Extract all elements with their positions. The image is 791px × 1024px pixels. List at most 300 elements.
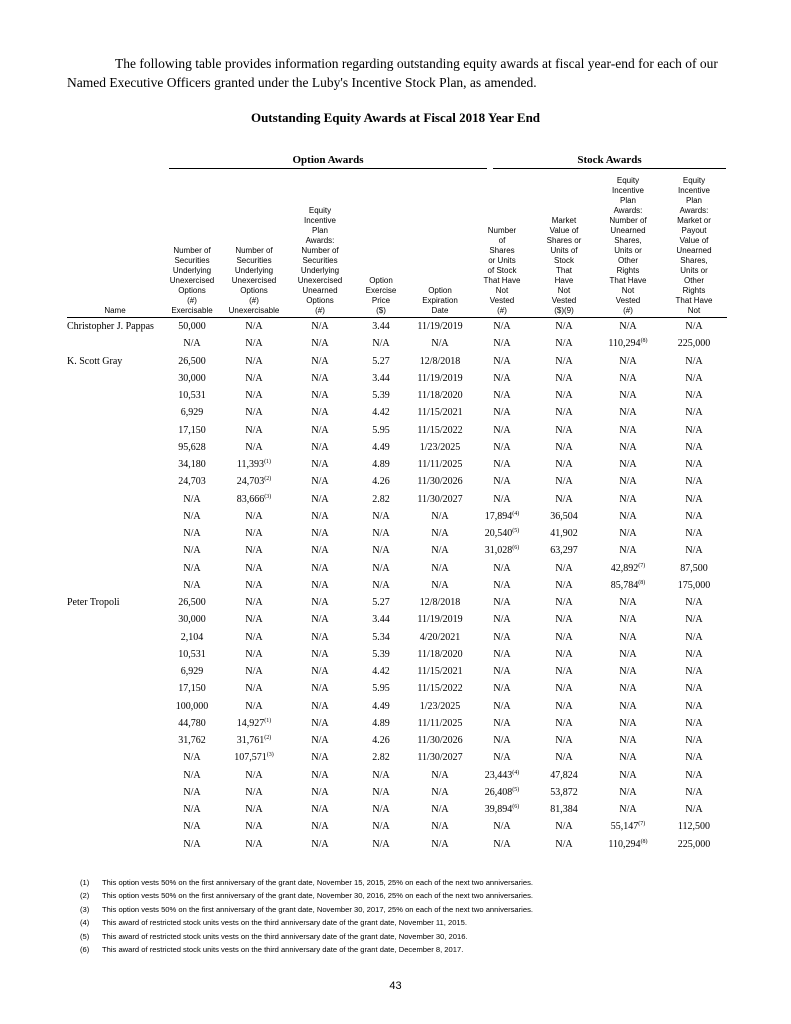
table-cell (163, 370, 221, 387)
cell-value: 4.49 (372, 441, 390, 453)
table-cell (471, 473, 533, 490)
table-cell (287, 370, 353, 387)
table-cell (661, 663, 727, 680)
cell-value: N/A (619, 459, 637, 471)
table-cell (661, 836, 727, 853)
cell-value: 23,443 (484, 769, 513, 781)
cell-name (67, 698, 163, 715)
table-cell (287, 629, 353, 646)
cell-name (67, 784, 163, 801)
cell-value: 31,761 (236, 735, 265, 747)
table-cell (471, 680, 533, 697)
table-cell (353, 784, 409, 801)
cell-value: 5.39 (372, 648, 390, 660)
cell-value: N/A (619, 735, 637, 747)
table-cell (221, 732, 287, 749)
table-cell (471, 629, 533, 646)
table-cell (533, 335, 595, 352)
footnote-marker: (5) (512, 786, 520, 793)
cell-name (67, 767, 163, 784)
table-row (67, 646, 727, 663)
col-header-unearned-options: Equity Incentive Plan Awards: Number of Securities Underlying Unexercised Unearned Options (#) (287, 172, 353, 318)
table-cell (221, 525, 287, 542)
table-cell (533, 646, 595, 663)
cell-value: N/A (619, 717, 637, 729)
cell-name (67, 836, 163, 853)
cell-value: 24,703 (236, 476, 265, 488)
table-cell (595, 594, 661, 611)
table-cell (221, 404, 287, 421)
table-cell (353, 491, 409, 508)
table-cell (353, 387, 409, 404)
cell-value: N/A (555, 338, 573, 350)
cell-value: N/A (493, 579, 511, 591)
footnote-item (80, 903, 740, 916)
table-cell (661, 698, 727, 715)
table-cell (471, 663, 533, 680)
table-cell (287, 318, 353, 336)
cell-value: K. Scott Gray (67, 355, 123, 367)
table-cell (287, 594, 353, 611)
table-cell (409, 508, 471, 525)
table-cell (661, 542, 727, 559)
table-row (67, 801, 727, 818)
cell-value: 44,780 (178, 717, 206, 729)
table-cell (409, 370, 471, 387)
table-cell (471, 560, 533, 577)
table-cell (353, 318, 409, 336)
cell-value: N/A (431, 528, 449, 540)
footnote-marker: (5) (512, 528, 520, 535)
cell-value: 31,762 (178, 735, 206, 747)
cell-value: N/A (619, 683, 637, 695)
cell-value: N/A (685, 786, 703, 798)
cell-value: 10,531 (178, 648, 206, 660)
cell-name (67, 404, 163, 421)
table-cell (595, 801, 661, 818)
table-cell (353, 749, 409, 766)
cell-value: N/A (685, 735, 703, 747)
cell-value: 175,000 (677, 579, 711, 591)
table-cell (353, 680, 409, 697)
table-cell (533, 767, 595, 784)
cell-value: 50,000 (178, 321, 206, 333)
table-cell (595, 439, 661, 456)
cell-value: N/A (685, 321, 703, 333)
footnote-marker: (2) (264, 735, 272, 742)
table-cell (471, 387, 533, 404)
table-row (67, 680, 727, 697)
table-cell (353, 663, 409, 680)
cell-name (67, 335, 163, 352)
cell-value: 5.95 (372, 683, 390, 695)
footnote-marker: (6) (512, 804, 520, 811)
table-cell (287, 836, 353, 853)
table-cell (409, 715, 471, 732)
footnote-marker: (3) (266, 752, 274, 759)
cell-value: 5.95 (372, 424, 390, 436)
col-header-name: Name (67, 172, 163, 318)
table-cell (353, 335, 409, 352)
cell-value: 4.26 (372, 735, 390, 747)
cell-value: N/A (311, 752, 329, 764)
table-cell (595, 715, 661, 732)
cell-value: N/A (245, 838, 263, 850)
cell-value: N/A (311, 717, 329, 729)
table-cell (661, 491, 727, 508)
footnote-marker: (7) (638, 821, 646, 828)
cell-value: N/A (555, 372, 573, 384)
cell-value: N/A (311, 407, 329, 419)
cell-value: 81,384 (550, 804, 578, 816)
table-cell (163, 836, 221, 853)
cell-value: N/A (311, 372, 329, 384)
col-header-expiration-date: Option Expiration Date (409, 172, 471, 318)
cell-value: N/A (555, 631, 573, 643)
cell-value: N/A (372, 838, 390, 850)
table-cell (163, 422, 221, 439)
cell-value: 5.34 (372, 631, 390, 643)
table-cell (353, 646, 409, 663)
table-cell (287, 698, 353, 715)
table-row (67, 422, 727, 439)
cell-name (67, 629, 163, 646)
table-row (67, 370, 727, 387)
cell-value: 12/8/2018 (419, 355, 461, 367)
table-cell (221, 594, 287, 611)
table-cell (409, 422, 471, 439)
cell-value: N/A (311, 735, 329, 747)
cell-value: N/A (245, 666, 263, 678)
cell-value: N/A (311, 545, 329, 557)
cell-value: N/A (685, 597, 703, 609)
cell-value: N/A (685, 441, 703, 453)
table-cell (163, 318, 221, 336)
table-row (67, 611, 727, 628)
cell-value: N/A (493, 424, 511, 436)
table-row (67, 732, 727, 749)
cell-value: N/A (183, 562, 201, 574)
table-cell (353, 370, 409, 387)
cell-value: N/A (493, 614, 511, 626)
table-cell (287, 508, 353, 525)
cell-value: N/A (493, 648, 511, 660)
table-cell (221, 542, 287, 559)
footnote-text: This award of restricted stock units vests on the third anniversary date of the grant date, November 11, 2015. (102, 918, 467, 928)
footnote-text: This option vests 50% on the first anniversary of the grant date, November 30, 2016, 25% on each of the next two anniversaries. (102, 891, 533, 901)
cell-value: N/A (555, 390, 573, 402)
cell-value: 26,408 (484, 786, 513, 798)
cell-value: N/A (685, 355, 703, 367)
cell-value: N/A (555, 407, 573, 419)
cell-value: N/A (685, 717, 703, 729)
cell-value: 2.82 (372, 493, 390, 505)
cell-name (67, 680, 163, 697)
cell-value: N/A (493, 752, 511, 764)
cell-value: 53,872 (550, 786, 578, 798)
cell-value: N/A (431, 562, 449, 574)
table-cell (221, 646, 287, 663)
cell-value: N/A (311, 769, 329, 781)
cell-value: N/A (311, 631, 329, 643)
table-cell (409, 629, 471, 646)
table-row (67, 542, 727, 559)
cell-value: N/A (555, 493, 573, 505)
table-cell (595, 318, 661, 336)
table-cell (163, 353, 221, 370)
cell-value: N/A (431, 338, 449, 350)
table-cell (471, 749, 533, 766)
cell-value: N/A (311, 838, 329, 850)
table-cell (287, 560, 353, 577)
table-cell (595, 629, 661, 646)
table-cell (595, 353, 661, 370)
cell-value: 4.89 (372, 717, 390, 729)
cell-value: N/A (245, 821, 263, 833)
table-row (67, 473, 727, 490)
table-cell (533, 749, 595, 766)
table-cell (661, 801, 727, 818)
table-cell (533, 387, 595, 404)
cell-value: N/A (555, 752, 573, 764)
cell-value: 4.49 (372, 700, 390, 712)
table-cell (595, 680, 661, 697)
table-cell (661, 439, 727, 456)
cell-value: N/A (493, 683, 511, 695)
cell-value: N/A (555, 735, 573, 747)
cell-value: N/A (555, 459, 573, 471)
table-cell (661, 646, 727, 663)
cell-value: N/A (245, 614, 263, 626)
cell-value: N/A (183, 786, 201, 798)
cell-name (67, 646, 163, 663)
cell-value: N/A (685, 752, 703, 764)
table-row (67, 491, 727, 508)
footnote-marker: (6) (512, 545, 520, 552)
cell-value: N/A (555, 597, 573, 609)
cell-value: 36,504 (550, 510, 578, 522)
cell-value: N/A (431, 786, 449, 798)
table-cell (163, 732, 221, 749)
table-cell (287, 732, 353, 749)
cell-value: N/A (311, 786, 329, 798)
cell-value: N/A (183, 510, 201, 522)
cell-value: 3.44 (372, 321, 390, 333)
page-number: 43 (389, 980, 402, 992)
cell-value: N/A (619, 786, 637, 798)
cell-value: 11/30/2027 (417, 493, 463, 505)
cell-value: N/A (372, 579, 390, 591)
cell-value: N/A (619, 372, 637, 384)
col-header-payout-value: Equity Incentive Plan Awards: Market or Payout Value of Unearned Shares, Units or Other Rights That Have Not (661, 172, 727, 318)
cell-value: 34,180 (178, 459, 206, 471)
table-cell (533, 491, 595, 508)
table-cell (409, 663, 471, 680)
table-cell (595, 491, 661, 508)
cell-value: 30,000 (178, 614, 206, 626)
table-cell (471, 698, 533, 715)
cell-value: N/A (311, 597, 329, 609)
footnote-item (80, 876, 740, 889)
table-row (67, 698, 727, 715)
stock-awards-header: Stock Awards (493, 154, 726, 169)
table-cell (353, 508, 409, 525)
cell-value: N/A (245, 407, 263, 419)
table-cell (287, 749, 353, 766)
table-cell (287, 801, 353, 818)
table-cell (163, 680, 221, 697)
table-cell (163, 473, 221, 490)
cell-value: N/A (183, 338, 201, 350)
cell-value: N/A (311, 493, 329, 505)
footnote-text: This award of restricted stock units vests on the third anniversary date of the grant date, November 30, 2016. (102, 931, 468, 941)
cell-value: 47,824 (550, 769, 578, 781)
cell-value: N/A (619, 476, 637, 488)
cell-value: N/A (619, 648, 637, 660)
cell-value: 11/18/2020 (417, 648, 463, 660)
table-cell (471, 491, 533, 508)
table-cell (595, 456, 661, 473)
cell-value: N/A (431, 510, 449, 522)
table-cell (221, 473, 287, 490)
table-title: Outstanding Equity Awards at Fiscal 2018 Year End (250, 110, 541, 125)
table-cell (287, 680, 353, 697)
cell-value: N/A (685, 666, 703, 678)
footnote-marker: (4) (512, 510, 520, 517)
table-cell (409, 542, 471, 559)
table-cell (661, 473, 727, 490)
cell-value: 225,000 (677, 838, 711, 850)
table-cell (353, 818, 409, 835)
table-cell (409, 836, 471, 853)
cell-value: 63,297 (550, 545, 578, 557)
table-cell (409, 353, 471, 370)
cell-value: 4.26 (372, 476, 390, 488)
cell-value: 11,393 (236, 459, 265, 471)
cell-name (67, 370, 163, 387)
cell-value: N/A (619, 700, 637, 712)
col-header-shares-not-vested: Number of Shares or Units of Stock That Have Not Vested (#) (471, 172, 533, 318)
table-cell (595, 732, 661, 749)
table-cell (471, 456, 533, 473)
table-cell (661, 680, 727, 697)
table-row (67, 525, 727, 542)
table-cell (661, 318, 727, 336)
cell-name (67, 542, 163, 559)
table-cell (221, 629, 287, 646)
footnote-marker: (8) (638, 579, 646, 586)
table-cell (661, 370, 727, 387)
cell-value: N/A (183, 493, 201, 505)
table-cell (163, 646, 221, 663)
cell-value: N/A (183, 804, 201, 816)
table-cell (287, 577, 353, 594)
intro-paragraph: The following table provides information regarding outstanding equity awards at fiscal year-end for each of our Named Executive Officers granted under the Luby's Incentive Stock Plan, as amended. (67, 56, 718, 90)
table-cell (409, 749, 471, 766)
table-cell (287, 404, 353, 421)
cell-value: N/A (245, 390, 263, 402)
table-cell (409, 577, 471, 594)
cell-value: N/A (245, 804, 263, 816)
table-cell (353, 767, 409, 784)
cell-value: N/A (245, 321, 263, 333)
cell-value: 26,500 (178, 597, 206, 609)
cell-value: 1/23/2025 (419, 700, 461, 712)
table-cell (471, 836, 533, 853)
cell-value: 14,927 (236, 717, 265, 729)
cell-value: N/A (372, 821, 390, 833)
cell-value: N/A (183, 528, 201, 540)
table-cell (409, 387, 471, 404)
table-cell (409, 818, 471, 835)
cell-value: N/A (493, 700, 511, 712)
cell-value: N/A (555, 648, 573, 660)
cell-value: N/A (685, 528, 703, 540)
table-cell (595, 387, 661, 404)
cell-value: 12/8/2018 (419, 597, 461, 609)
cell-value: N/A (555, 579, 573, 591)
table-cell (221, 767, 287, 784)
cell-value: N/A (183, 545, 201, 557)
cell-value: N/A (619, 752, 637, 764)
table-cell (287, 663, 353, 680)
cell-value: N/A (311, 683, 329, 695)
cell-value: 11/19/2019 (417, 614, 463, 626)
footnote-number: (6) (80, 945, 90, 955)
table-row (67, 749, 727, 766)
cell-value: N/A (555, 562, 573, 574)
table-cell (163, 767, 221, 784)
table-cell (409, 335, 471, 352)
table-row (67, 318, 727, 336)
table-cell (595, 542, 661, 559)
cell-value: 11/19/2019 (417, 372, 463, 384)
table-cell (595, 836, 661, 853)
cell-value: 110,294 (608, 338, 641, 350)
table-cell (661, 422, 727, 439)
cell-value: 39,894 (484, 804, 513, 816)
table-cell (533, 404, 595, 421)
footnote-number: (2) (80, 891, 90, 901)
cell-value: N/A (431, 545, 449, 557)
cell-value: N/A (619, 528, 637, 540)
table-cell (163, 611, 221, 628)
table-cell (287, 491, 353, 508)
table-cell (661, 456, 727, 473)
table-cell (353, 525, 409, 542)
footnote-number: (1) (80, 878, 90, 887)
table-cell (287, 422, 353, 439)
table-cell (595, 698, 661, 715)
cell-value: N/A (311, 459, 329, 471)
cell-value: N/A (555, 614, 573, 626)
footnote-number: (3) (80, 904, 90, 914)
cell-value: 225,000 (677, 338, 711, 350)
cell-name (67, 594, 163, 611)
table-cell (163, 456, 221, 473)
cell-value: N/A (555, 441, 573, 453)
cell-value: N/A (493, 597, 511, 609)
cell-value: N/A (685, 631, 703, 643)
table-row (67, 439, 727, 456)
table-cell (163, 715, 221, 732)
table-cell (353, 715, 409, 732)
table-cell (661, 335, 727, 352)
table-cell (471, 422, 533, 439)
table-cell (221, 353, 287, 370)
table-cell (221, 387, 287, 404)
table-cell (533, 836, 595, 853)
